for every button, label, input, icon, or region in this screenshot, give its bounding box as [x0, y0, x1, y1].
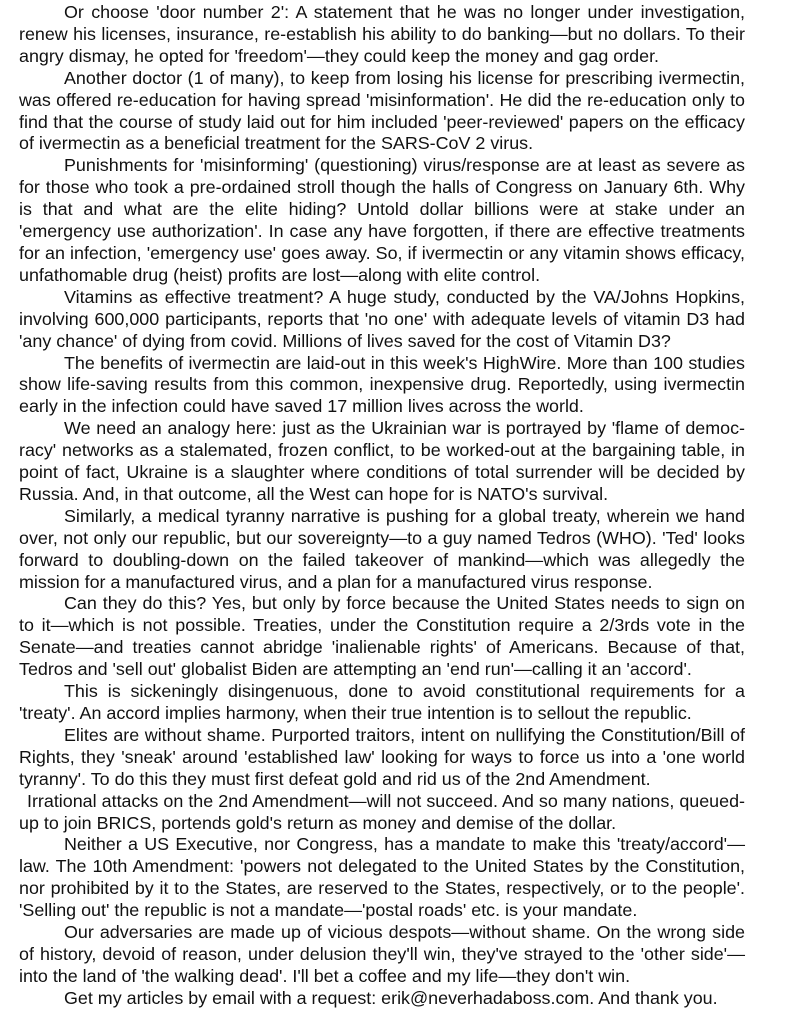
paragraph-adversaries: Our adversaries are made up of vicious despots—without shame. On the wrong side of history, devoid of reason, under delusion they'll win, they've strayed to the 'other side'—into the land of 'the walking dead'. I'll bet a coffee and my life—they don't win. [19, 922, 745, 986]
paragraph-ivermectin-benefits: The benefits of ivermectin are laid-out in this week's HighWire. More than 100 studies show life-saving results from this common, inexpensive drug. Reportedly, using ivermectin early in the infection could have saved 17 million lives across the world. [19, 352, 745, 417]
paragraph-elites: Elites are without shame. Purported traitors, intent on nullifying the Constitution/Bill of Rights, they 'sneak' around 'established law' looking for ways to force us into a 'one world tyranny'. To do this they must first defeat gold and rid us of the 2nd Amendment. [19, 724, 745, 789]
paragraph-10th-amendment: Neither a US Executive, nor Congress, has a mandate to make this 'treaty/accord'— law. The 10th Amendment: 'powers not delegated to the United States by the Constitution, nor prohibited by it to the States, are reserved to the States, respectively, or to the people'. 'Selling out' the republic is not a mandate—'postal roads' etc. is your mandate. [19, 834, 745, 921]
paragraph-2nd-amendment: Irrational attacks on the 2nd Amendment—will not succeed. And so many nations, queued-up to join BRICS, portends gold's return as money and demise of the dollar. [19, 790, 745, 833]
paragraph-punishments: Punishments for 'misinforming' (questioning) virus/response are at least as severe as for those who took a pre-ordained stroll though the halls of Congress on January 6th. Why is that and what are the elite hiding? Untold dollar billions were at stake under an 'emergency use authorization'. In case any have forgotten, if there are effective treatments for an infection, 'emergency use' goes away. So, if ivermectin or any vitamin shows efficacy, unfathomable drug (heist) profits are lost—along with elite control. [19, 155, 745, 285]
paragraph-email-request: Get my articles by email with a request: erik@neverhadaboss.com. And thank you. [64, 987, 718, 1008]
paragraph-door-number-2: Or choose 'door number 2': A statement that he was no longer under investigation, renew his licenses, insurance, re-establish his ability to do banking—but no dollars. To their angry dismay, he opted for 'freedom'—they could keep the money and gag order. [19, 2, 745, 66]
paragraph-treaty-constitution: Can they do this? Yes, but only by force because the United States needs to sign on to it—which is not possible. Treaties, under the Constitution require a 2/3rds vote in the Senate—and treaties cannot abridge 'inalienable rights' of Americans. Because of that, Tedros and 'sell out' globalist Biden are attempting an 'end run'—calling it an 'accord'. [19, 593, 745, 680]
paragraph-analogy: We need an analogy here: just as the Ukrainian war is portrayed by 'flame of democracy' networks as a stalemated, frozen conflict, to be worked-out at the bargaining table, in point of fact, Ukraine is a slaughter where conditions of total surrender will be decided by Russia. And, in that outcome, all the West can hope for is NATO's survival. [19, 418, 745, 504]
paragraph-disingenuous: This is sickeningly disingenuous, done to avoid constitutional requirements for a 'treaty'. An accord implies harmony, when their true intention is to sellout the republic. [19, 681, 745, 723]
paragraph-medical-tyranny: Similarly, a medical tyranny narrative is pushing for a global treaty, wherein we hand over, not only our republic, but our sovereignty—to a guy named Tedros (WHO). 'Ted' looks forward to doubling-down on the failed takeover of mankind—which was allegedly the mission for a manufactured virus, and a plan for a manufactured virus response. [19, 505, 745, 592]
paragraph-vitamins: Vitamins as effective treatment? A huge study, conducted by the VA/Johns Hopkins, involving 600,000 participants, reports that 'no one' with adequate levels of vitamin D3 had 'any chance' of dying from covid. Millions of lives saved for the cost of Vitamin D3? [19, 286, 745, 351]
paragraph-another-doctor: Another doctor (1 of many), to keep from losing his license for prescribing ivermectin, was offered re-education for having spread 'misinformation'. He did the re-education only to find that the course of study laid out for him included 'peer-reviewed' papers on the efficacy of ivermectin as a beneficial treatment for the SARS-CoV 2 virus. [19, 67, 745, 154]
